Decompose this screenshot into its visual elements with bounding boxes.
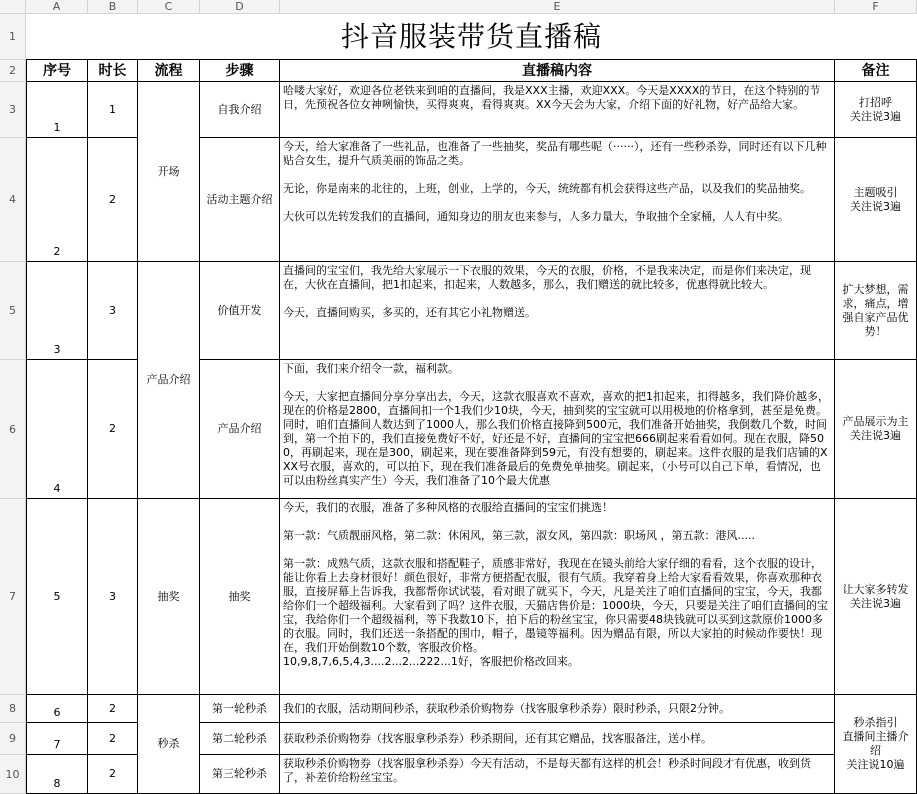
step-cell[interactable]: 活动主题介绍 bbox=[200, 138, 280, 262]
step-cell[interactable]: 第二轮秒杀 bbox=[200, 723, 280, 755]
content-cell[interactable]: 哈喽大家好，欢迎各位老铁来到咱的直播间，我是XXX主播，欢迎XXX。今天是XXXX的节日，在这个特别的节日，先预祝各位女神咧愉快，买得爽爽，看得爽爽。XX今天会为大家，介绍下面的好礼物，好产品给大家。 bbox=[280, 82, 835, 138]
header-step[interactable]: 步骤 bbox=[200, 60, 280, 82]
column-header-e[interactable]: E bbox=[280, 0, 835, 14]
duration-cell[interactable]: 2 bbox=[88, 360, 138, 499]
duration-cell[interactable]: 1 bbox=[88, 82, 138, 138]
note-cell[interactable]: 让大家多转发 关注说3遍 bbox=[835, 499, 917, 695]
note-cell[interactable]: 主题吸引 关注说3遍 bbox=[835, 138, 917, 262]
duration-cell[interactable]: 3 bbox=[88, 499, 138, 695]
step-cell[interactable]: 价值开发 bbox=[200, 262, 280, 360]
column-header-f[interactable]: F bbox=[835, 0, 917, 14]
column-header-a[interactable]: A bbox=[26, 0, 88, 14]
content-cell[interactable]: 直播间的宝宝们，我先给大家展示一下衣服的效果，今天的衣服，价格，不是我来决定，而是你们来决定，现在，大伙在直播间，把1扣起来，扣起来，人数越多，那么，我们赠送的就比较多，优惠得就比较大。 今天，直播间购买，多买的，还有其它小礼物赠送。 bbox=[280, 262, 835, 360]
sheet-title[interactable]: 抖音服装带货直播稿 bbox=[26, 14, 917, 60]
seq-cell[interactable]: 3 bbox=[26, 262, 88, 360]
seq-cell[interactable]: 5 bbox=[26, 499, 88, 695]
duration-cell[interactable]: 2 bbox=[88, 695, 138, 723]
column-header-c[interactable]: C bbox=[138, 0, 200, 14]
step-cell[interactable]: 第一轮秒杀 bbox=[200, 695, 280, 723]
flow-flash-cell[interactable]: 秒杀 bbox=[138, 695, 200, 794]
flash-note-cell[interactable]: 秒杀指引 直播间主播介绍 关注说10遍 bbox=[835, 695, 917, 794]
step-cell[interactable]: 抽奖 bbox=[200, 499, 280, 695]
content-cell[interactable]: 今天，我们的衣服，准备了多种风格的衣服给直播间的宝宝们挑选！ 第一款：气质靓丽风格，第二款：休闲风，第三款，淑女风，第四款：职场风 ，第五款：港风..... 第一款：成熟气质，这款衣服和搭配鞋子，质感非常好，我现在在镜头前给大家仔细的看看，这个衣服的设计，能让你看上去身材很好！颜色很好，非常方便搭配衣服，很有气质。我穿着身上给大家看看效果，你喜欢那种衣服，直接屏幕上告诉我，我都帮你试试装，看对眼了就买下，今天，凡是关注了咱们直播间的宝宝，今天，我都给你们一个超级福利。大家看到了吗？这件衣服，天猫店售价是：1000块，今天，只要是关注了咱们直播间的宝宝，我给你们一个超级福利，等下我数10下，拍下后的粉丝宝宝，你只需要48块钱就可以买到这款原价1000多的衣服。同时，我们还送一条搭配的围巾，帽子，墨镜等福利。因为赠品有限，所以大家拍的时候动作要快！现在，我们开始倒数10个数，客服改价格。 10,9,8,7,6,5,4,3....2...2...222...1好，客服把价格改回来。 bbox=[280, 499, 835, 695]
row-header-10[interactable]: 10 bbox=[0, 755, 26, 794]
row-header-3[interactable]: 3 bbox=[0, 82, 26, 138]
duration-cell[interactable]: 2 bbox=[88, 138, 138, 262]
row-header-7[interactable]: 7 bbox=[0, 499, 26, 695]
step-cell[interactable]: 第三轮秒杀 bbox=[200, 755, 280, 794]
column-header-b[interactable]: B bbox=[88, 0, 138, 14]
content-cell[interactable]: 今天，给大家准备了一些礼品，也准备了一些抽奖，奖品有哪些呢（······），还有一些秒杀券，同时还有以下几种贴合女生，提升气质美丽的饰品之类。 无论，你是南来的北往的，上班，创业，上学的，今天，统统都有机会获得这些产品，以及我们的奖品抽奖。 大伙可以先转发我们的直播间，通知身边的朋友也来参与，人多力量大，争取抽个全家桶，人人有中奖。 bbox=[280, 138, 835, 262]
row-header-8[interactable]: 8 bbox=[0, 695, 26, 723]
duration-cell[interactable]: 3 bbox=[88, 262, 138, 360]
content-cell[interactable]: 获取秒杀价购物券（找客服拿秒杀券）秒杀期间，还有其它赠品，找客服备注，送小样。 bbox=[280, 723, 835, 755]
duration-cell[interactable]: 2 bbox=[88, 755, 138, 794]
flow-opening-cell[interactable]: 开场 bbox=[138, 82, 200, 262]
header-duration[interactable]: 时长 bbox=[88, 60, 138, 82]
seq-cell[interactable]: 7 bbox=[26, 723, 88, 755]
step-cell[interactable]: 自我介绍 bbox=[200, 82, 280, 138]
seq-cell[interactable]: 6 bbox=[26, 695, 88, 723]
seq-cell[interactable]: 4 bbox=[26, 360, 88, 499]
header-flow[interactable]: 流程 bbox=[138, 60, 200, 82]
content-cell[interactable]: 我们的衣服，活动期间秒杀，获取秒杀价购物券（找客服拿秒杀券）限时秒杀，只限2分钟。 bbox=[280, 695, 835, 723]
header-content[interactable]: 直播稿内容 bbox=[280, 60, 835, 82]
flow-lottery-cell[interactable]: 抽奖 bbox=[138, 499, 200, 695]
column-header-d[interactable]: D bbox=[200, 0, 280, 14]
duration-cell[interactable]: 2 bbox=[88, 723, 138, 755]
note-cell[interactable]: 打招呼 关注说3遍 bbox=[835, 82, 917, 138]
header-seq[interactable]: 序号 bbox=[26, 60, 88, 82]
note-cell[interactable]: 产品展示为主 关注说3遍 bbox=[835, 360, 917, 499]
row-header-6[interactable]: 6 bbox=[0, 360, 26, 499]
row-header-4[interactable]: 4 bbox=[0, 138, 26, 262]
seq-cell[interactable]: 8 bbox=[26, 755, 88, 794]
row-header-2[interactable]: 2 bbox=[0, 60, 26, 82]
row-header-5[interactable]: 5 bbox=[0, 262, 26, 360]
row-header-1[interactable]: 1 bbox=[0, 14, 26, 60]
note-cell[interactable]: 扩大梦想，需求，痛点，增强自家产品优势！ bbox=[835, 262, 917, 360]
seq-cell[interactable]: 2 bbox=[26, 138, 88, 262]
row-header-9[interactable]: 9 bbox=[0, 723, 26, 755]
step-cell[interactable]: 产品介绍 bbox=[200, 360, 280, 499]
seq-cell[interactable]: 1 bbox=[26, 82, 88, 138]
content-cell[interactable]: 获取秒杀价购物券（找客服拿秒杀券）今天有活动，不是每天都有这样的机会！秒杀时间段才有优惠，收到货了，补差价给粉丝宝宝。 bbox=[280, 755, 835, 794]
content-cell[interactable]: 下面，我们来介绍令一款，福利款。 今天，大家把直播间分享分享出去，今天，这款衣服喜欢不喜欢，喜欢的把1扣起来，扣得越多，我们降价越多，现在的价格是2800，直播间扣一个1我们少10块，今天，抽到奖的宝宝就可以用极地的价格拿到，甚至是免费。同时，咱们直播间人数达到了1000人，那么我们价格直接降到500元，我们准备开始抽奖，我倒数几个数，时间到，第一个拍下的，我们直接免费好不好，好还是不好，直播间的宝宝把666刷起来看看如何。现在衣服，降500，再刷起来，现在是300，刷起来，现在要准备降到59元，有没有想要的，刷起来。这件衣服的是我们店铺的XXX号衣服，喜欢的，可以拍下，现在我们准备最后的免费免单抽奖。刷起来，（小号可以自己下单，看情况，也可以由粉丝真实产生）今天，我们准备了10个最大优惠 bbox=[280, 360, 835, 499]
flow-product-cell[interactable]: 产品介绍 bbox=[138, 262, 200, 499]
header-note[interactable]: 备注 bbox=[835, 60, 917, 82]
select-all-corner[interactable] bbox=[0, 0, 26, 14]
